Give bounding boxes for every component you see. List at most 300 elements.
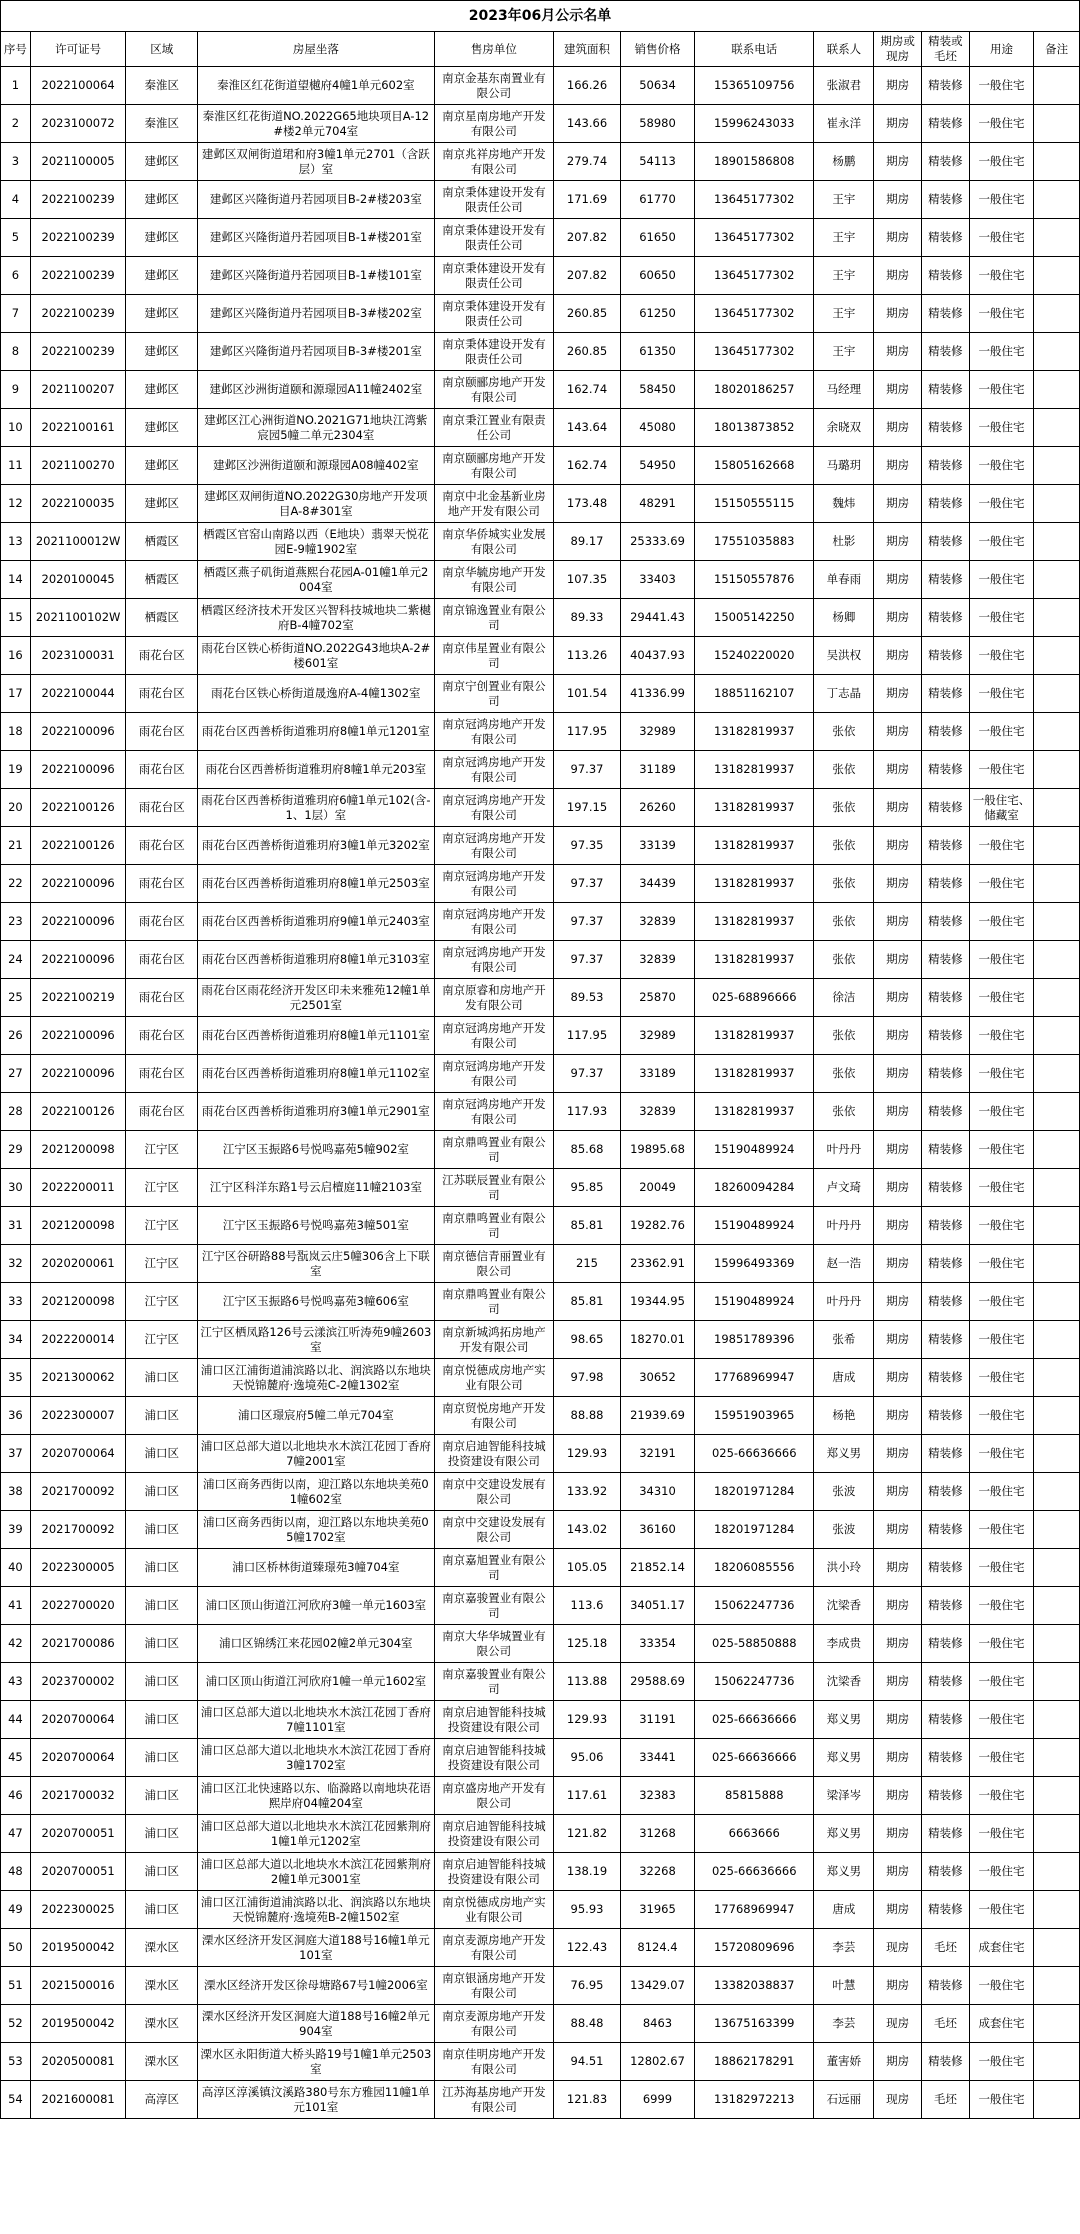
cell-seller: 南京华侨城实业发展有限公司 [434,523,553,561]
cell-usage: 一般住宅 [969,105,1034,143]
cell-usage: 一般住宅 [969,1511,1034,1549]
cell-permit-no: 2021100005 [30,143,126,181]
table-row [1,523,1080,561]
cell-delivery-type: 期房 [874,1283,922,1321]
cell-remark [1034,1473,1080,1511]
cell-contact: 唐成 [814,1359,874,1397]
cell-seller: 南京秉体建设开发有限责任公司 [434,295,553,333]
cell-remark [1034,1701,1080,1739]
cell-phone: 18201971284 [695,1511,814,1549]
cell-contact: 王宇 [814,257,874,295]
cell-finish-type: 精装修 [921,257,969,295]
cell-usage: 一般住宅 [969,1663,1034,1701]
cell-price: 61650 [620,219,694,257]
cell-price: 36160 [620,1511,694,1549]
table-row [1,865,1080,903]
cell-remark [1034,2043,1080,2081]
cell-seq: 42 [1,1625,31,1663]
cell-contact: 郑义男 [814,1739,874,1777]
cell-finish-type: 精装修 [921,2043,969,2081]
cell-permit-no: 2020100045 [30,561,126,599]
cell-phone: 18020186257 [695,371,814,409]
cell-address: 秦淮区红花街道NO.2022G65地块项目A-12#楼2单元704室 [198,105,435,143]
cell-remark [1034,295,1080,333]
cell-district: 溧水区 [126,1929,198,1967]
cell-seq: 43 [1,1663,31,1701]
table-row [1,219,1080,257]
cell-area: 117.95 [554,1017,621,1055]
cell-phone: 13675163399 [695,2005,814,2043]
cell-address: 溧水区永阳街道大桥头路19号1幢1单元2503室 [198,2043,435,2081]
cell-finish-type: 精装修 [921,143,969,181]
cell-finish-type: 精装修 [921,1169,969,1207]
cell-price: 32839 [620,941,694,979]
cell-seq: 17 [1,675,31,713]
cell-phone: 15190489924 [695,1283,814,1321]
column-header-contact: 联系人 [814,32,874,67]
cell-phone: 19851789396 [695,1321,814,1359]
cell-delivery-type: 期房 [874,1967,922,2005]
cell-seller: 南京麦源房地产开发有限公司 [434,2005,553,2043]
cell-phone: 025-66636666 [695,1739,814,1777]
cell-contact: 余晓双 [814,409,874,447]
cell-price: 26260 [620,789,694,827]
cell-permit-no: 2021200098 [30,1131,126,1169]
cell-finish-type: 精装修 [921,1435,969,1473]
cell-finish-type: 精装修 [921,409,969,447]
cell-contact: 张依 [814,1055,874,1093]
cell-address: 浦口区顶山街道江河欣府1幢一单元1602室 [198,1663,435,1701]
cell-permit-no: 2021100207 [30,371,126,409]
cell-delivery-type: 期房 [874,295,922,333]
cell-seller: 南京颐郦房地产开发有限公司 [434,371,553,409]
cell-area: 117.95 [554,713,621,751]
cell-address: 江宁区玉振路6号悦鸣嘉苑3幢606室 [198,1283,435,1321]
cell-finish-type: 精装修 [921,1739,969,1777]
cell-delivery-type: 期房 [874,1131,922,1169]
cell-address: 江宁区科洋东路1号云启檀庭11幢2103室 [198,1169,435,1207]
cell-seq: 6 [1,257,31,295]
cell-address: 雨花台区西善桥街道雅玥府3幢1单元3202室 [198,827,435,865]
cell-phone: 025-58850888 [695,1625,814,1663]
cell-area: 279.74 [554,143,621,181]
cell-contact: 杜影 [814,523,874,561]
cell-contact: 李成贵 [814,1625,874,1663]
cell-contact: 丁志晶 [814,675,874,713]
cell-usage: 一般住宅 [969,1321,1034,1359]
cell-district: 雨花台区 [126,751,198,789]
cell-seq: 26 [1,1017,31,1055]
cell-permit-no: 2022100096 [30,1017,126,1055]
cell-contact: 吴洪权 [814,637,874,675]
cell-phone: 15240220020 [695,637,814,675]
cell-remark [1034,1587,1080,1625]
cell-seller: 南京颐郦房地产开发有限公司 [434,447,553,485]
cell-price: 8124.4 [620,1929,694,1967]
cell-remark [1034,751,1080,789]
cell-area: 143.64 [554,409,621,447]
cell-phone: 13645177302 [695,333,814,371]
cell-phone: 85815888 [695,1777,814,1815]
cell-district: 栖霞区 [126,561,198,599]
cell-phone: 13182819937 [695,1017,814,1055]
cell-finish-type: 精装修 [921,1815,969,1853]
cell-permit-no: 2022200014 [30,1321,126,1359]
cell-area: 173.48 [554,485,621,523]
cell-remark [1034,637,1080,675]
cell-seq: 18 [1,713,31,751]
cell-usage: 一般住宅 [969,371,1034,409]
cell-price: 13429.07 [620,1967,694,2005]
table-row [1,1359,1080,1397]
cell-price: 12802.67 [620,2043,694,2081]
cell-remark [1034,713,1080,751]
column-header-remark: 备注 [1034,32,1080,67]
table-row [1,827,1080,865]
cell-remark [1034,2005,1080,2043]
cell-remark [1034,1245,1080,1283]
cell-remark [1034,865,1080,903]
cell-area: 117.61 [554,1777,621,1815]
cell-usage: 一般住宅 [969,1169,1034,1207]
cell-finish-type: 精装修 [921,1321,969,1359]
cell-delivery-type: 期房 [874,713,922,751]
cell-price: 32989 [620,713,694,751]
cell-seq: 21 [1,827,31,865]
table-row [1,1739,1080,1777]
table-row [1,1207,1080,1245]
cell-area: 138.19 [554,1853,621,1891]
cell-delivery-type: 期房 [874,181,922,219]
cell-remark [1034,67,1080,105]
cell-delivery-type: 期房 [874,1055,922,1093]
cell-phone: 15062247736 [695,1663,814,1701]
table-row [1,257,1080,295]
cell-seller: 南京冠鸿房地产开发有限公司 [434,789,553,827]
cell-permit-no: 2022100096 [30,865,126,903]
cell-seq: 28 [1,1093,31,1131]
cell-area: 101.54 [554,675,621,713]
cell-remark [1034,1435,1080,1473]
cell-delivery-type: 期房 [874,2043,922,2081]
cell-district: 浦口区 [126,1625,198,1663]
cell-finish-type: 精装修 [921,1891,969,1929]
cell-usage: 一般住宅 [969,447,1034,485]
cell-contact: 叶丹丹 [814,1207,874,1245]
cell-area: 125.18 [554,1625,621,1663]
table-row [1,675,1080,713]
cell-seq: 30 [1,1169,31,1207]
cell-area: 94.51 [554,2043,621,2081]
cell-address: 浦口区总部大道以北地块水木滨江花园丁香府7幢2001室 [198,1435,435,1473]
cell-seller: 南京鼎鸣置业有限公司 [434,1283,553,1321]
cell-permit-no: 2021700086 [30,1625,126,1663]
cell-seq: 51 [1,1967,31,2005]
cell-price: 8463 [620,2005,694,2043]
cell-permit-no: 2020200061 [30,1245,126,1283]
table-row [1,599,1080,637]
cell-area: 97.37 [554,751,621,789]
cell-seq: 39 [1,1511,31,1549]
cell-finish-type: 精装修 [921,979,969,1017]
cell-area: 113.26 [554,637,621,675]
cell-contact: 魏炜 [814,485,874,523]
cell-usage: 一般住宅 [969,1435,1034,1473]
cell-usage: 一般住宅 [969,1397,1034,1435]
cell-price: 61350 [620,333,694,371]
cell-seller: 南京大华华城置业有限公司 [434,1625,553,1663]
cell-address: 浦口区总部大道以北地块水木滨江花园丁香府7幢1101室 [198,1701,435,1739]
table-row [1,751,1080,789]
cell-usage: 一般住宅 [969,1549,1034,1587]
cell-permit-no: 2022100096 [30,941,126,979]
cell-contact: 郑义男 [814,1853,874,1891]
table-row [1,1511,1080,1549]
cell-permit-no: 2022100239 [30,333,126,371]
cell-usage: 一般住宅 [969,941,1034,979]
cell-district: 江宁区 [126,1169,198,1207]
cell-address: 建邺区江心洲街道NO.2021G71地块江湾紫宸园5幢二单元2304室 [198,409,435,447]
cell-permit-no: 2022100161 [30,409,126,447]
cell-phone: 6663666 [695,1815,814,1853]
cell-price: 21939.69 [620,1397,694,1435]
cell-seller: 南京新城鸿拓房地产开发有限公司 [434,1321,553,1359]
cell-contact: 单春雨 [814,561,874,599]
cell-seller: 南京华毓房地产开发有限公司 [434,561,553,599]
cell-permit-no: 2021700032 [30,1777,126,1815]
cell-delivery-type: 期房 [874,67,922,105]
cell-address: 栖霞区官窑山南路以西（E地块）翡翠天悦花园E-9幢1902室 [198,523,435,561]
cell-usage: 成套住宅 [969,1929,1034,1967]
cell-delivery-type: 期房 [874,1625,922,1663]
cell-contact: 张淑君 [814,67,874,105]
cell-permit-no: 2019500042 [30,2005,126,2043]
cell-district: 建邺区 [126,143,198,181]
table-row [1,1587,1080,1625]
column-header-seller: 售房单位 [434,32,553,67]
cell-remark [1034,1131,1080,1169]
cell-seq: 4 [1,181,31,219]
cell-seq: 37 [1,1435,31,1473]
cell-delivery-type: 期房 [874,751,922,789]
cell-delivery-type: 现房 [874,2081,922,2119]
cell-seller: 南京秉体建设开发有限责任公司 [434,219,553,257]
cell-seller: 南京悦德成房地产实业有限公司 [434,1359,553,1397]
cell-district: 雨花台区 [126,827,198,865]
cell-district: 栖霞区 [126,599,198,637]
cell-finish-type: 精装修 [921,637,969,675]
cell-area: 113.6 [554,1587,621,1625]
cell-address: 建邺区兴隆街道丹若园项目B-2#楼203室 [198,181,435,219]
cell-address: 雨花台区西善桥街道雅玥府3幢1单元2901室 [198,1093,435,1131]
table-row [1,1321,1080,1359]
cell-seller: 南京启迪智能科技城投资建设有限公司 [434,1739,553,1777]
cell-usage: 成套住宅 [969,2005,1034,2043]
cell-phone: 15951903965 [695,1397,814,1435]
cell-area: 122.43 [554,1929,621,1967]
cell-remark [1034,1397,1080,1435]
cell-remark [1034,561,1080,599]
cell-seq: 1 [1,67,31,105]
table-title: 2023年06月公示名单 [1,1,1080,32]
cell-price: 54113 [620,143,694,181]
cell-finish-type: 精装修 [921,941,969,979]
cell-seller: 南京盛房地产开发有限公司 [434,1777,553,1815]
cell-contact: 马璐玥 [814,447,874,485]
cell-price: 34051.17 [620,1587,694,1625]
cell-area: 97.37 [554,903,621,941]
cell-delivery-type: 期房 [874,941,922,979]
cell-phone: 13182819937 [695,751,814,789]
cell-seq: 12 [1,485,31,523]
cell-address: 雨花台区西善桥街道雅玥府8幢1单元1102室 [198,1055,435,1093]
cell-usage: 一般住宅 [969,1359,1034,1397]
cell-usage: 一般住宅 [969,751,1034,789]
table-row [1,561,1080,599]
cell-address: 栖霞区燕子矶街道燕熙台花园A-01幢1单元2004室 [198,561,435,599]
cell-district: 雨花台区 [126,1055,198,1093]
cell-district: 浦口区 [126,1587,198,1625]
cell-remark [1034,827,1080,865]
cell-finish-type: 精装修 [921,1245,969,1283]
cell-seq: 15 [1,599,31,637]
cell-district: 浦口区 [126,1701,198,1739]
cell-permit-no: 2022100096 [30,903,126,941]
cell-delivery-type: 期房 [874,105,922,143]
cell-seller: 南京冠鸿房地产开发有限公司 [434,941,553,979]
cell-address: 浦口区江北快速路以东、临滁路以南地块花语熙岸府04幢204室 [198,1777,435,1815]
cell-seller: 南京悦德成房地产实业有限公司 [434,1891,553,1929]
cell-district: 雨花台区 [126,675,198,713]
cell-address: 溧水区经济开发区洞庭大道188号16幢2单元904室 [198,2005,435,2043]
cell-district: 江宁区 [126,1321,198,1359]
cell-contact: 张波 [814,1473,874,1511]
cell-usage: 一般住宅 [969,1283,1034,1321]
cell-area: 97.37 [554,941,621,979]
cell-permit-no: 2022700020 [30,1587,126,1625]
cell-permit-no: 2021500016 [30,1967,126,2005]
cell-usage: 一般住宅 [969,637,1034,675]
cell-price: 21852.14 [620,1549,694,1587]
cell-delivery-type: 期房 [874,371,922,409]
cell-phone: 13182819937 [695,941,814,979]
cell-seq: 53 [1,2043,31,2081]
table-row [1,2005,1080,2043]
cell-delivery-type: 期房 [874,1435,922,1473]
cell-seq: 2 [1,105,31,143]
cell-phone: 15720809696 [695,1929,814,1967]
cell-seq: 3 [1,143,31,181]
cell-remark [1034,1815,1080,1853]
cell-address: 江宁区谷研路88号翫岚云庄5幢306含上下联室 [198,1245,435,1283]
cell-price: 58980 [620,105,694,143]
cell-seq: 14 [1,561,31,599]
cell-delivery-type: 期房 [874,1017,922,1055]
cell-permit-no: 2019500042 [30,1929,126,1967]
cell-district: 建邺区 [126,257,198,295]
cell-district: 浦口区 [126,1815,198,1853]
cell-permit-no: 2020700051 [30,1815,126,1853]
column-header-permit-no: 许可证号 [30,32,126,67]
cell-finish-type: 精装修 [921,1625,969,1663]
cell-remark [1034,1169,1080,1207]
cell-price: 25870 [620,979,694,1017]
cell-contact: 洪小玲 [814,1549,874,1587]
cell-contact: 杨鹏 [814,143,874,181]
cell-permit-no: 2022100126 [30,789,126,827]
cell-delivery-type: 期房 [874,1321,922,1359]
cell-price: 18270.01 [620,1321,694,1359]
cell-price: 31268 [620,1815,694,1853]
cell-delivery-type: 期房 [874,523,922,561]
cell-usage: 一般住宅 [969,1967,1034,2005]
cell-permit-no: 2021200098 [30,1207,126,1245]
cell-seq: 45 [1,1739,31,1777]
cell-district: 雨花台区 [126,713,198,751]
cell-remark [1034,1207,1080,1245]
cell-district: 栖霞区 [126,523,198,561]
cell-district: 浦口区 [126,1473,198,1511]
cell-seq: 48 [1,1853,31,1891]
cell-delivery-type: 期房 [874,143,922,181]
cell-seller: 南京启迪智能科技城投资建设有限公司 [434,1701,553,1739]
cell-remark [1034,447,1080,485]
cell-seller: 南京宁创置业有限公司 [434,675,553,713]
cell-price: 33189 [620,1055,694,1093]
cell-contact: 张依 [814,941,874,979]
cell-contact: 郑义男 [814,1435,874,1473]
cell-district: 浦口区 [126,1435,198,1473]
cell-district: 建邺区 [126,371,198,409]
cell-usage: 一般住宅 [969,2081,1034,2119]
cell-permit-no: 2022100096 [30,751,126,789]
table-row [1,447,1080,485]
cell-seller: 南京冠鸿房地产开发有限公司 [434,1093,553,1131]
cell-usage: 一般住宅 [969,1853,1034,1891]
cell-contact: 叶丹丹 [814,1283,874,1321]
cell-address: 雨花台区西善桥街道雅玥府8幢1单元203室 [198,751,435,789]
cell-delivery-type: 期房 [874,1473,922,1511]
cell-phone: 13182819937 [695,1055,814,1093]
cell-area: 117.93 [554,1093,621,1131]
cell-delivery-type: 期房 [874,257,922,295]
cell-seq: 40 [1,1549,31,1587]
cell-address: 建邺区双闸街道NO.2022G30房地产开发项目A-8#301室 [198,485,435,523]
cell-address: 浦口区江浦街道浦滨路以北、润滨路以东地块天悦锦麓府·逸境苑C-2幢1302室 [198,1359,435,1397]
cell-address: 浦口区总部大道以北地块水木滨江花园丁香府3幢1702室 [198,1739,435,1777]
cell-delivery-type: 期房 [874,219,922,257]
cell-area: 85.81 [554,1283,621,1321]
cell-area: 97.35 [554,827,621,865]
cell-area: 89.53 [554,979,621,1017]
cell-contact: 王宇 [814,333,874,371]
cell-area: 95.85 [554,1169,621,1207]
table-row [1,637,1080,675]
cell-contact: 王宇 [814,295,874,333]
cell-remark [1034,333,1080,371]
cell-seq: 9 [1,371,31,409]
cell-price: 61250 [620,295,694,333]
column-header-area: 建筑面积 [554,32,621,67]
cell-phone: 13645177302 [695,181,814,219]
cell-contact: 张希 [814,1321,874,1359]
cell-address: 栖霞区经济技术开发区兴智科技城地块二紫樾府B-4幢702室 [198,599,435,637]
cell-finish-type: 精装修 [921,1055,969,1093]
cell-usage: 一般住宅 [969,1473,1034,1511]
cell-permit-no: 2022100096 [30,1055,126,1093]
cell-seq: 52 [1,2005,31,2043]
cell-permit-no: 2022100126 [30,1093,126,1131]
